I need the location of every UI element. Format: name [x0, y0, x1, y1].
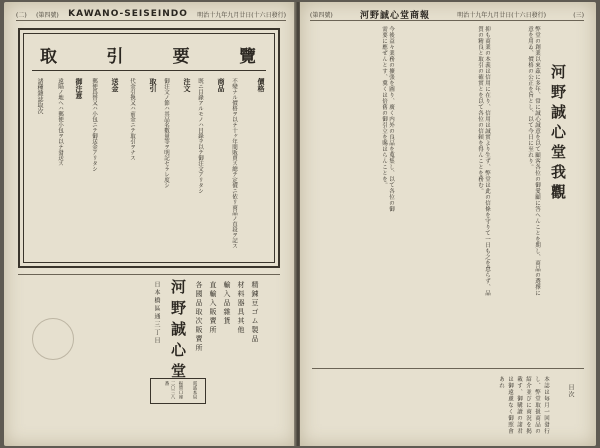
lower-margin-title: 目次 — [567, 384, 574, 398]
title-char-4: 覽 — [238, 47, 258, 67]
section-text-price: 不變ナル價格ヲ以テ十ヶ年間販賣ス總テ定價ニ依リ商品ノ直段ヲ記ス — [231, 78, 237, 249]
ad-line-4: 直輸入販賣所 — [209, 281, 217, 335]
book-spread — [4, 2, 596, 446]
trade-summary-title — [40, 42, 258, 67]
section-text-trade: 代金引換又ハ前金ニテ取引ヲナス — [129, 78, 135, 161]
ad-brand: 河野誠心堂 — [169, 279, 187, 384]
journal-title: 河野誠心堂商報 — [359, 10, 430, 21]
right-page-number: (三) — [573, 11, 584, 19]
section-text-goods: 既ニ目錄アルモノハ目錄ヲ以テ御注文アリタシ — [197, 78, 203, 194]
section-text-notice: 遠隔ノ地ヘハ郵便小包ヲ以テ發送ス — [57, 78, 63, 166]
right-running-head — [310, 8, 584, 21]
right-page — [300, 2, 596, 446]
ad-contact-1: 電話本局 — [192, 381, 197, 399]
ad-line-2: 材料器具其他 — [237, 281, 245, 335]
article-text-right: 弊堂の創業以來茲に多年、常に誠心誠意を以て顧客各位の御愛顧に答へんことを期し、商品の選擇に意を用ゐ、價格の公正を旨とし、以て今日に至れり。 — [527, 26, 540, 296]
ad-contact-2: 振替口座 — [178, 381, 183, 399]
ad-line-5: 各國品取次販賣所 — [195, 281, 203, 353]
title-char-3: 要 — [172, 47, 192, 67]
left-running-head — [16, 8, 286, 21]
faded-seal-mark — [32, 318, 74, 360]
title-char-2: 引 — [106, 47, 126, 67]
section-head-price: 價格 — [257, 78, 266, 92]
journal-name: KAWANO-SEISEINDO — [68, 9, 188, 19]
section-head-goods: 商品 — [217, 78, 226, 92]
lower-section-rule — [312, 368, 584, 369]
section-text-order: 御注文ノ節ハ其品名數量等ヲ明記セラレ度シ — [163, 78, 169, 188]
lower-notice-text: 本誌は毎月一回發行し、弊堂取扱商品の紹介並びに商況を掲載す、御購讀の諸君は御遠慮なく御照會あれ — [498, 376, 549, 435]
section-head-notice: 御注意 — [75, 78, 84, 99]
ad-address: 日本橋區通三丁目 — [153, 281, 160, 345]
ad-contact-3: 二〇三八番 — [164, 381, 175, 399]
article-text-left: 今後益々業務の擴張を圖り、廣く内外の良品を蒐集し、以て各位の御需要に應ぜんとす、冀くは倍舊の御引立を賜はらんことを。 — [381, 26, 394, 212]
left-page-number: (二) — [16, 11, 27, 19]
title-char-1: 取 — [40, 47, 59, 67]
trade-summary-box — [18, 28, 280, 268]
article-text-middle: 抑も商業の本義は信用に在り、信用は誠實より生ず、弊堂は此の信條を守りて一日も之を怠らず、品質の精良と取引の確實とを以て各位の信頼を得んことを務む。 — [477, 26, 490, 296]
right-issue-number: (第四號) — [310, 11, 333, 19]
ad-contact-box — [150, 378, 206, 404]
article-title: 河野誠心堂我觀 — [549, 64, 567, 204]
right-date: 明治十九年九月廿日(十六日發行) — [457, 11, 546, 19]
section-head-remit: 送金 — [111, 78, 120, 92]
section-head-trade: 取引 — [149, 78, 158, 92]
ad-line-3: 輸入品雜貨 — [223, 281, 231, 326]
left-issue-number: (第四號) — [36, 11, 59, 19]
box-footer: 諸種雜誌取次 — [36, 78, 43, 114]
left-date: 明治十九年九月廿日(十六日發行) — [197, 11, 286, 19]
ad-line-1: 精錬豆ゴム製品 — [251, 281, 259, 344]
section-head-order: 注文 — [183, 78, 192, 92]
section-text-remit: 郵便爲替又ハ小包ニテ御送金アリタシ — [91, 78, 97, 172]
left-page — [4, 2, 296, 446]
